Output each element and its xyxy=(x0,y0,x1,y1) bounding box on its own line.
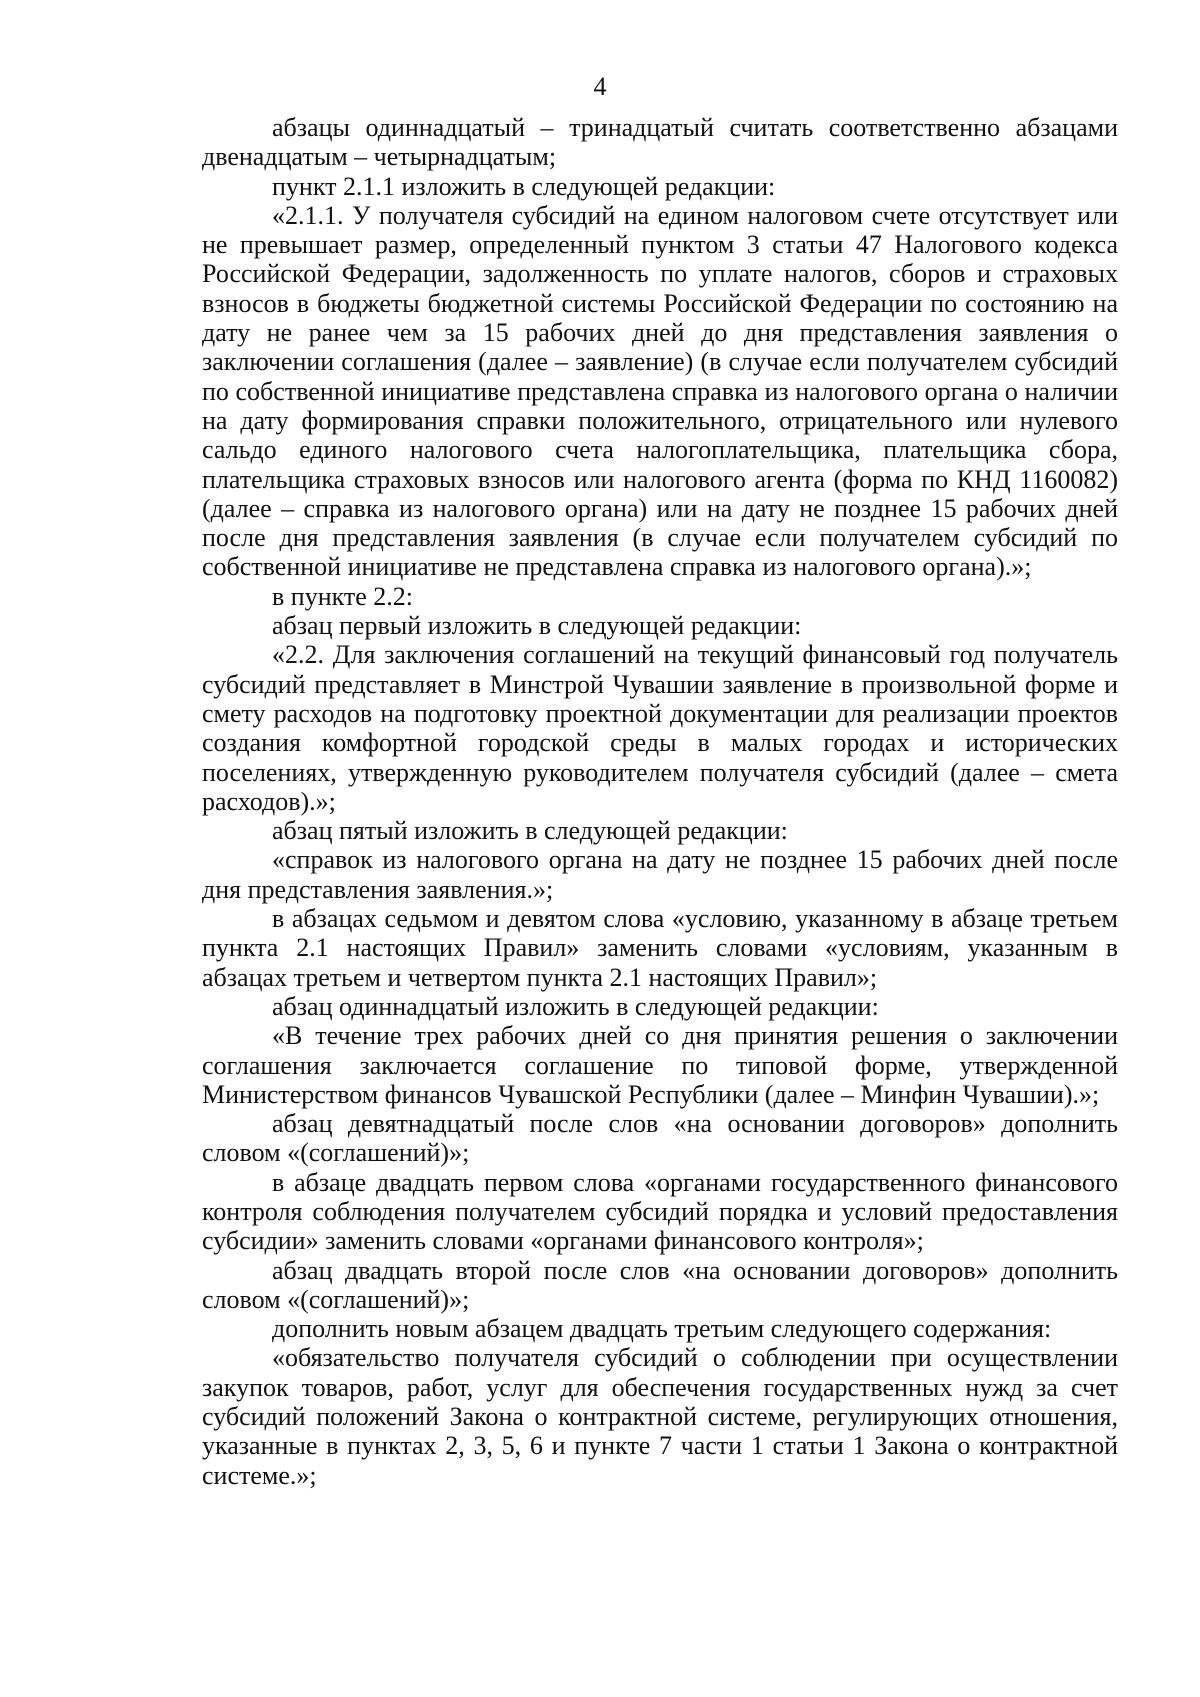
paragraph: абзац девятнадцатый после слов «на основании договоров» дополнить словом «(соглашений)»; xyxy=(202,1109,1118,1168)
paragraph: «2.2. Для заключения соглашений на текущий финансовый год получатель субсидий представляет в Минстрой Чувашии заявление в произвольной форме и смету расходов на подготовку проектной документации для реализации проектов создания комфортной городской среды в малых городах и исторических поселениях, утвержденную руководителем получателя субсидий (далее – смета расходов).»; xyxy=(202,640,1118,816)
paragraph: в пункте 2.2: xyxy=(272,581,414,611)
paragraph: абзац одиннадцатый изложить в следующей редакции: xyxy=(272,991,879,1021)
paragraph: «обязательство получателя субсидий о соблюдении при осуществлении закупок товаров, работ, услуг для обеспечения государственных нужд за счет субсидий положений Закона о контрактной системе, регулирующих отношения, указанные в пунктах 2, 3, 5, 6 и пункте 7 части 1 статьи 1 Закона о контрактной системе.»; xyxy=(202,1343,1118,1490)
page-number: 4 xyxy=(593,72,607,101)
paragraph: абзац пятый изложить в следующей редакции: xyxy=(272,816,788,846)
paragraph: дополнить новым абзацем двадцать третьим следующего содержания: xyxy=(272,1314,1052,1344)
document-body xyxy=(202,113,1118,1490)
paragraph: «2.1.1. У получателя субсидий на едином налоговом счете отсутствует или не превышает размер, определенный пунктом 3 статьи 47 Налогового кодекса Российской Федерации, задолженность по уплате налогов, сборов и страховых взносов в бюджеты бюджетной системы Российской Федерации по состоянию на дату не ранее чем за 15 рабочих дней до дня представления заявления о заключении соглашения (далее – заявление) (в случае если получателем субсидий по собственной инициативе представлена справка из налогового органа о наличии на дату формирования справки положительного, отрицательного или нулевого сальдо единого налогового счета налогоплательщика, плательщика сбора, плательщика страховых взносов или налогового агента (форма по КНД 1160082) (далее – справка из налогового органа) или на дату не позднее 15 рабочих дней после дня представления заявления (в случае если получателем субсидий по собственной инициативе не представлена справка из налогового органа).»; xyxy=(202,200,1118,582)
paragraph: «В течение трех рабочих дней со дня принятия решения о заключении соглашения заключается соглашение по типовой форме, утвержденной Министерством финансов Чувашской Республики (далее – Минфин Чувашии).»; xyxy=(202,1021,1118,1109)
paragraph: абзац двадцать второй после слов «на основании договоров» дополнить словом «(соглашений)»; xyxy=(202,1255,1118,1314)
paragraph: «справок из налогового органа на дату не позднее 15 рабочих дней после дня представления заявления.»; xyxy=(202,845,1118,904)
paragraph: в абзацах седьмом и девятом слова «условию, указанному в абзаце третьем пункта 2.1 настоящих Правил» заменить словами «условиям, указанным в абзацах третьем и четвертом пункта 2.1 настоящих Правил»; xyxy=(202,904,1118,992)
paragraph: пункт 2.1.1 изложить в следующей редакции: xyxy=(272,171,776,201)
paragraph: абзац первый изложить в следующей редакции: xyxy=(272,611,802,641)
paragraph: абзацы одиннадцатый – тринадцатый считать соответственно абзацами двенадцатым – четырнадцатым; xyxy=(202,113,1118,172)
paragraph: в абзаце двадцать первом слова «органами государственного финансового контроля соблюдения получателем субсидий порядка и условий предоставления субсидии» заменить словами «органами финансового контроля»; xyxy=(202,1167,1118,1256)
